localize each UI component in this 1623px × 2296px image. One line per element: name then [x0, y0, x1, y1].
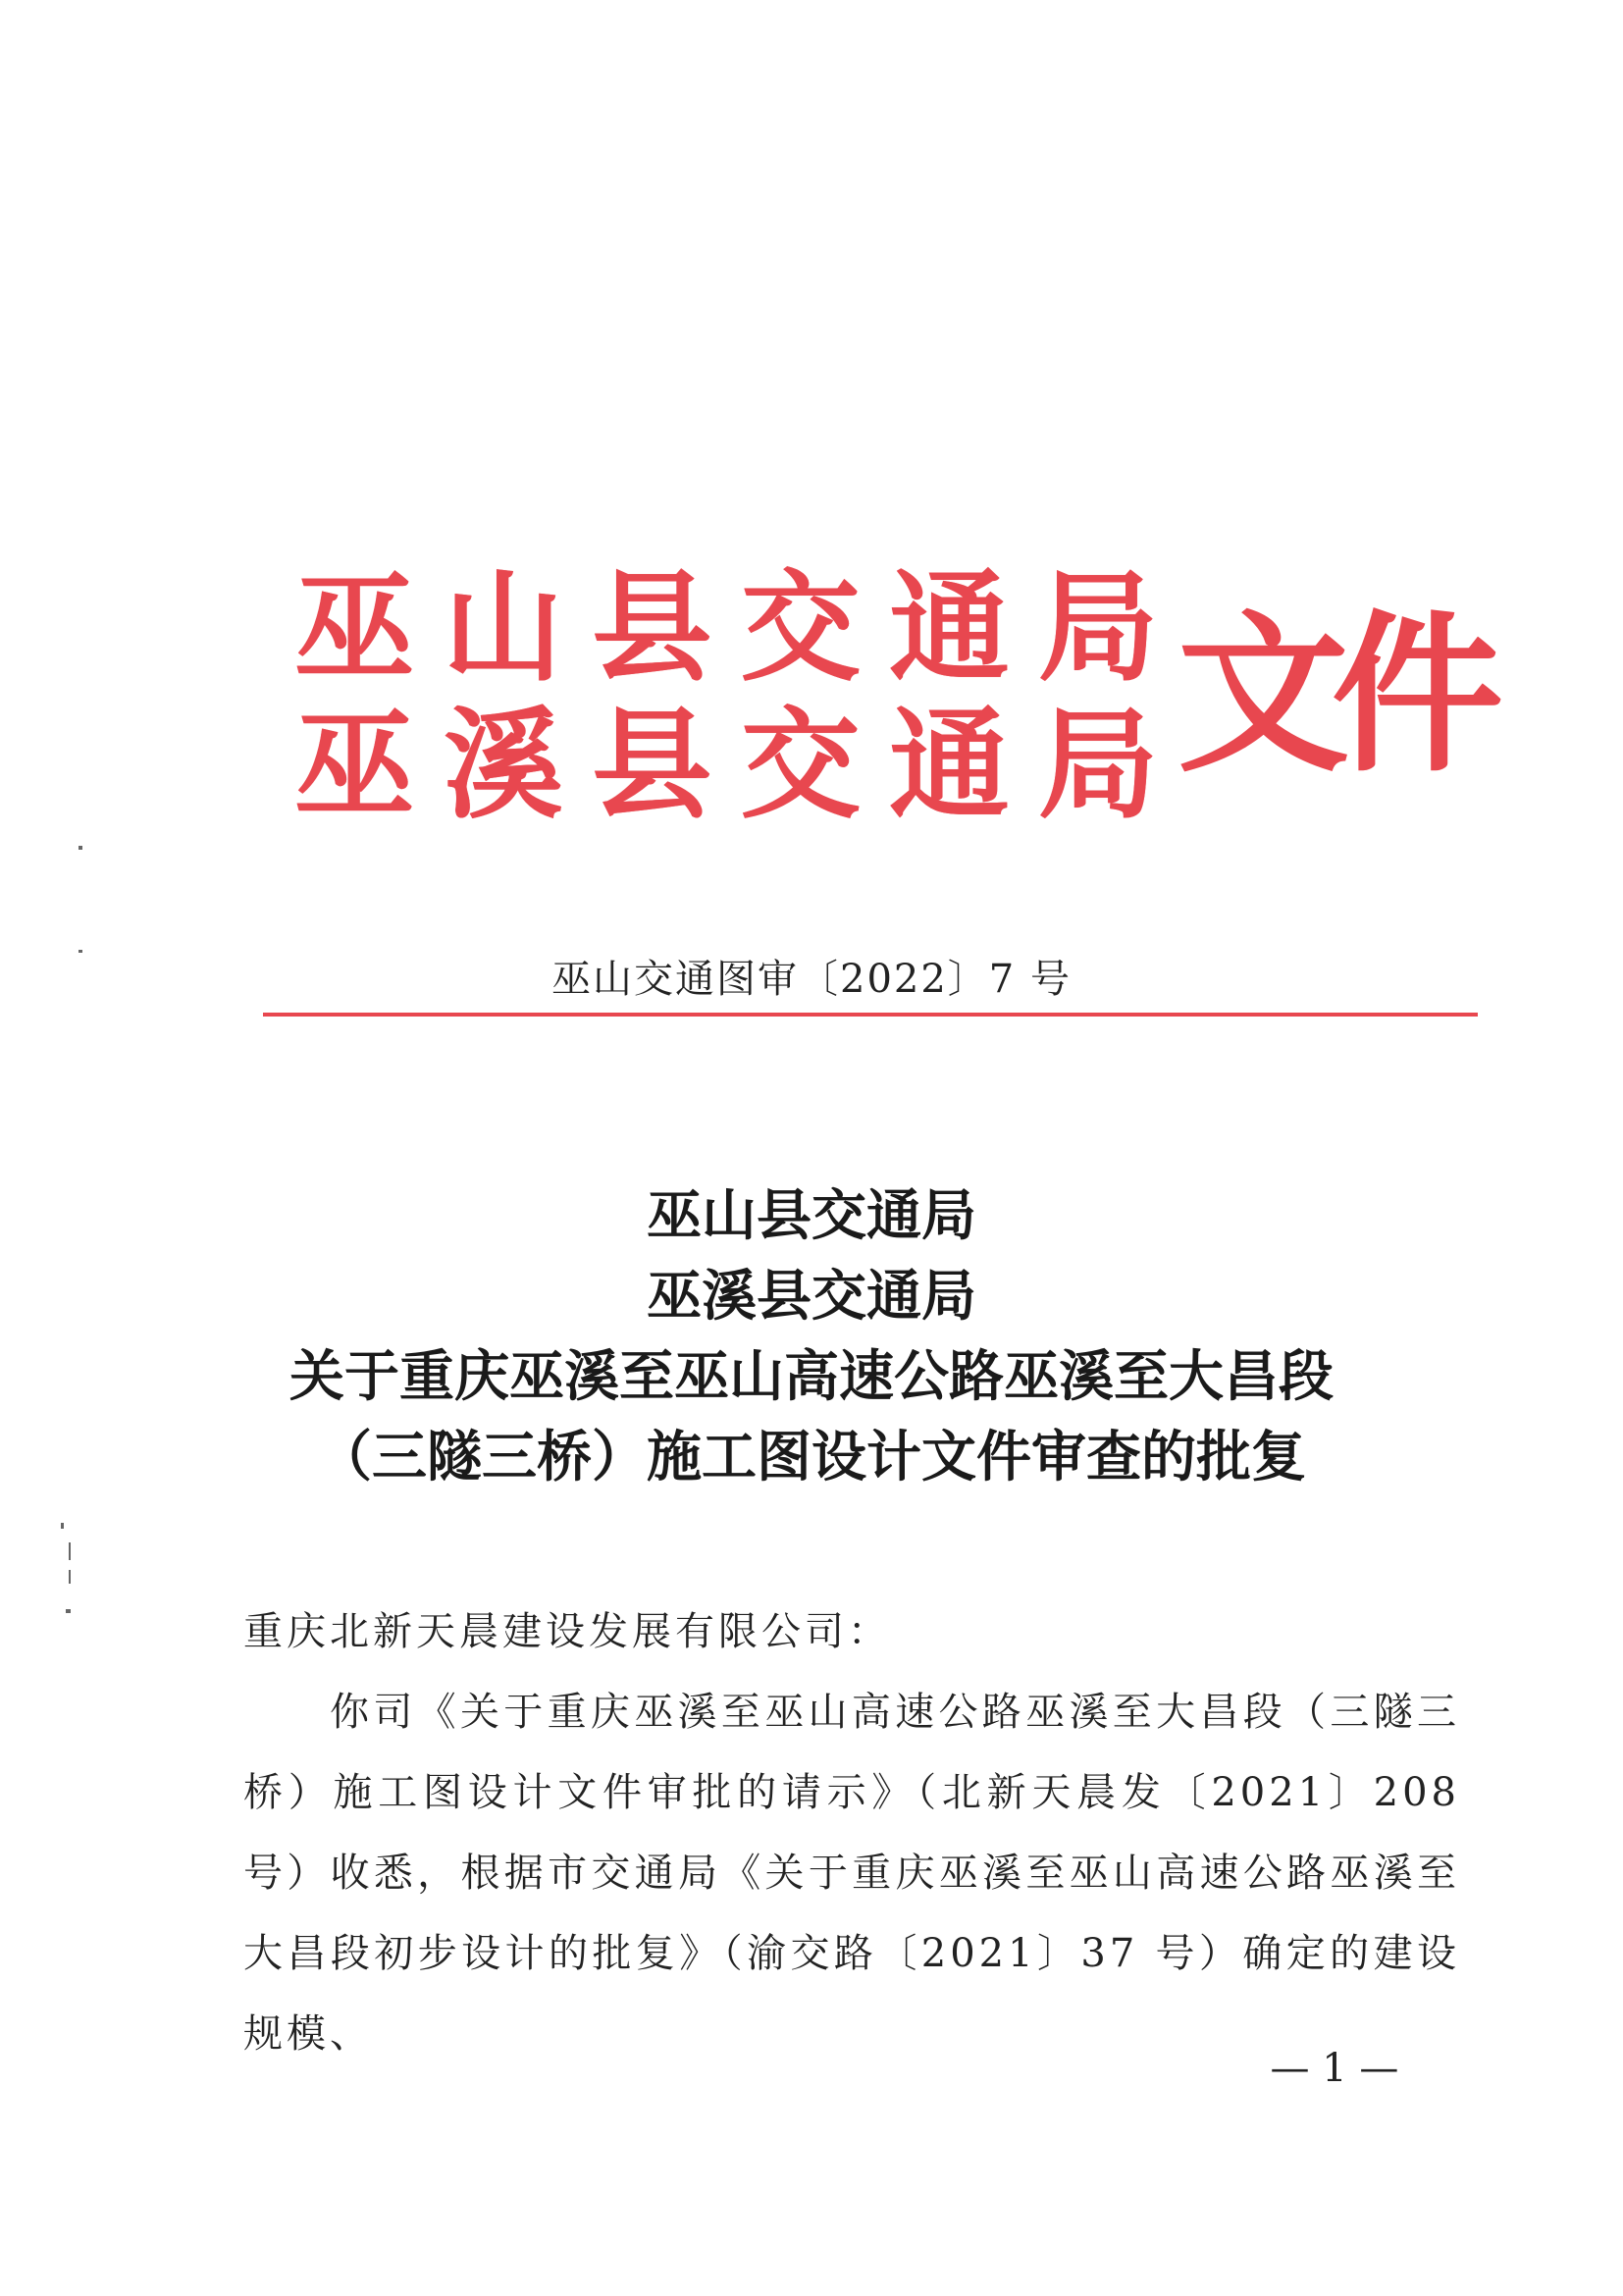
page-number: — 1 — — [1270, 2046, 1399, 2091]
title-line: 关于重庆巫溪至巫山高速公路巫溪至大昌段 — [289, 1344, 1334, 1409]
masthead-char: 溪 — [443, 696, 563, 835]
masthead-char: 局 — [1037, 558, 1158, 698]
masthead-char: 山 — [443, 558, 563, 698]
masthead-char: 交 — [740, 696, 861, 835]
masthead-char: 通 — [889, 558, 1010, 698]
title-line: 巫山县交通局 — [647, 1183, 976, 1248]
document-masthead — [294, 558, 1486, 835]
binding-mark — [66, 1609, 71, 1613]
masthead-issuer-wushan — [294, 558, 1158, 698]
masthead-char: 巫 — [294, 558, 414, 698]
salutation: 重庆北新天晨建设发展有限公司： — [243, 1609, 891, 1654]
body-paragraph: 你司《关于重庆巫溪至巫山高速公路巫溪至大昌段（三隧三桥）施工图设计文件审批的请示》（北新天晨发〔2021〕208 号）收悉，根据市交通局《关于重庆巫溪至巫山高速公路巫溪至大昌段初步设计的批复》（渝交路〔2021〕37 号）确定的建设规模、 — [243, 1690, 1460, 2057]
binding-mark — [79, 846, 82, 850]
masthead-char: 交 — [740, 558, 861, 698]
binding-mark — [69, 1542, 71, 1560]
masthead-char: 巫 — [294, 696, 414, 835]
binding-mark — [61, 1523, 64, 1529]
masthead-char: 通 — [889, 696, 1010, 835]
masthead-char: 县 — [592, 558, 712, 698]
masthead-char: 县 — [592, 696, 712, 835]
document-number: 巫山交通图审〔2022〕7 号 — [551, 957, 1072, 1002]
masthead-issuer-wuxi — [294, 696, 1158, 835]
title-line: 巫溪县交通局 — [647, 1264, 976, 1329]
binding-mark — [69, 1570, 71, 1584]
masthead-char: 局 — [1037, 696, 1158, 835]
document-title — [0, 1175, 1623, 1497]
red-divider — [263, 1013, 1478, 1017]
masthead-suffix: 文件 — [1178, 597, 1486, 796]
document-body — [243, 1592, 1460, 2074]
title-line: （三隧三桥）施工图设计文件审查的批复 — [317, 1425, 1306, 1489]
